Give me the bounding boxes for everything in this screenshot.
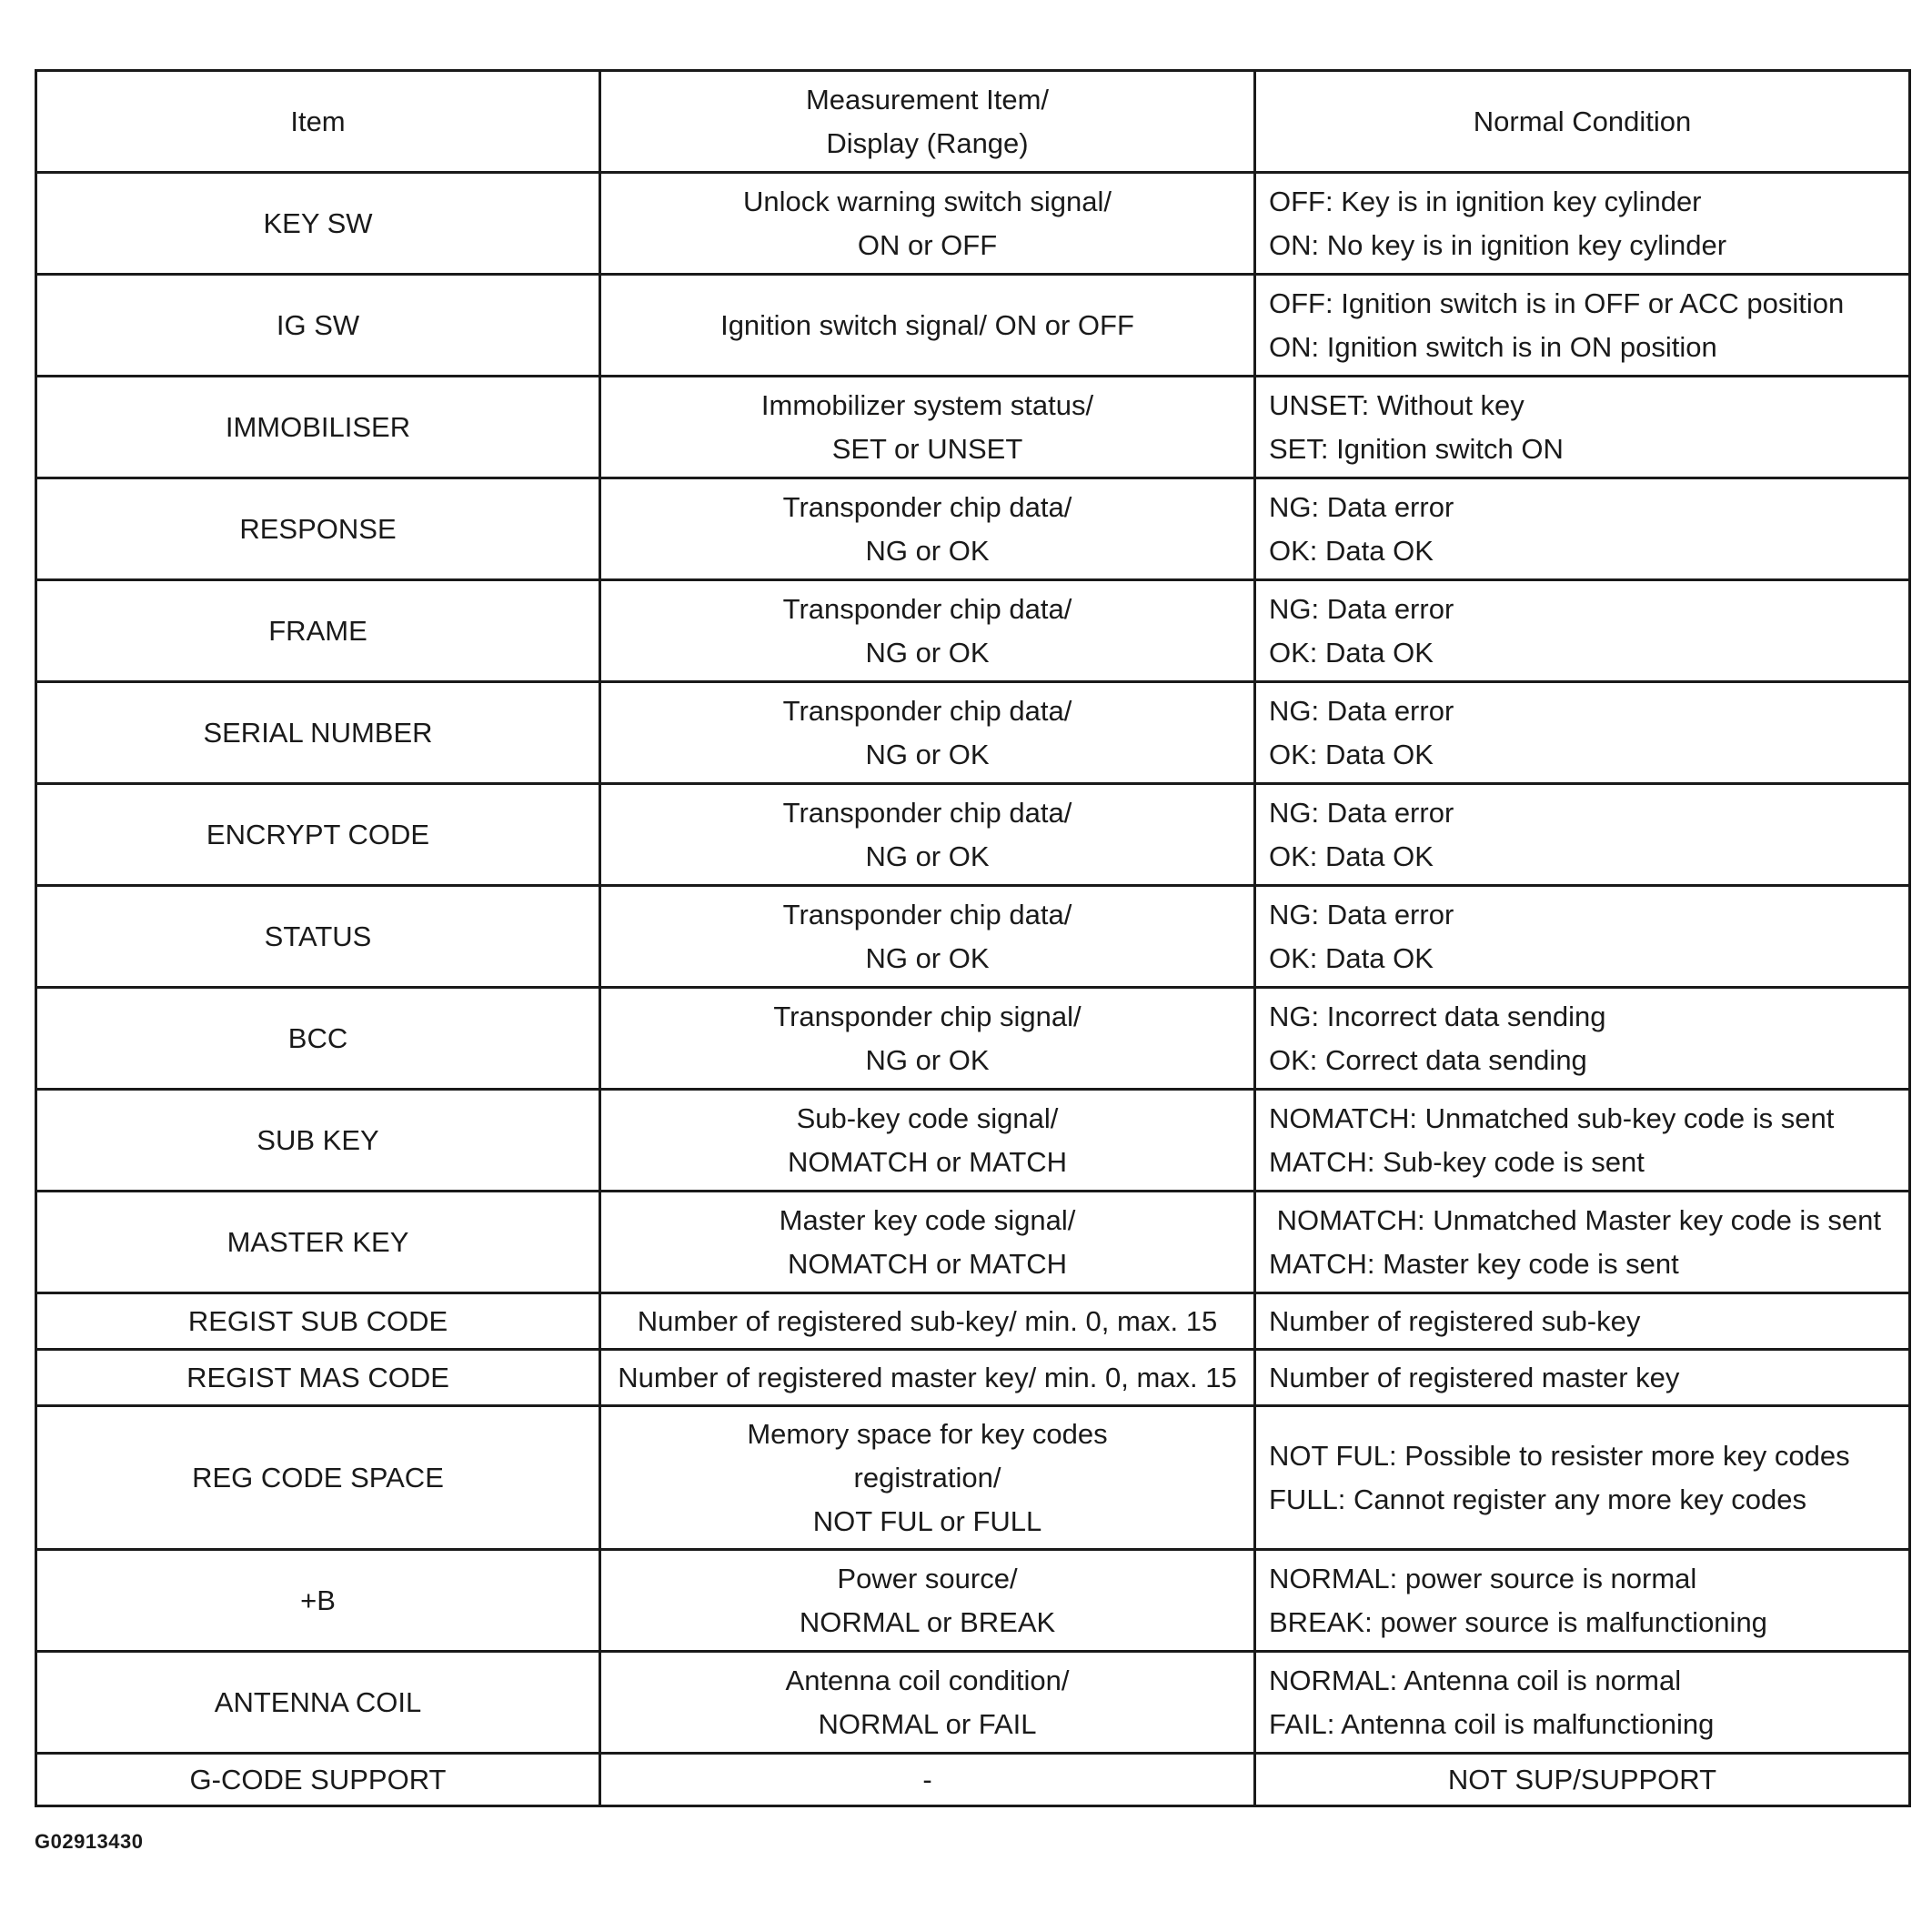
- normal-condition-line: MATCH: Master key code is sent: [1269, 1247, 1679, 1280]
- normal-condition-line: NOT FUL: Possible to resister more key codes: [1269, 1439, 1850, 1472]
- cell-measurement: [600, 580, 1255, 682]
- figure-code: G02913430: [35, 1830, 144, 1853]
- table-row: [36, 1406, 1910, 1550]
- measurement-line: Power source/: [837, 1562, 1018, 1594]
- table-row: [36, 1293, 1910, 1350]
- cell-measurement: [600, 1350, 1255, 1406]
- cell-measurement: [600, 1406, 1255, 1550]
- measurement-line: NG or OK: [865, 738, 990, 770]
- cell-normal-condition: [1255, 1350, 1910, 1406]
- measurement-line: NG or OK: [865, 1043, 990, 1076]
- measurement-line: Unlock warning switch signal/: [743, 185, 1112, 217]
- cell-item: REGIST MAS CODE: [36, 1350, 600, 1406]
- normal-condition-line: NOMATCH: Unmatched sub-key code is sent: [1269, 1101, 1835, 1134]
- measurement-line: Transponder chip data/: [782, 796, 1072, 829]
- cell-measurement: [600, 1652, 1255, 1754]
- cell-measurement: [600, 784, 1255, 886]
- table-row: [36, 173, 1910, 275]
- measurement-line: NG or OK: [865, 636, 990, 669]
- cell-item: ANTENNA COIL: [36, 1652, 600, 1754]
- cell-item: MASTER KEY: [36, 1192, 600, 1293]
- normal-condition-line: UNSET: Without key: [1269, 388, 1524, 421]
- cell-item: STATUS: [36, 886, 600, 988]
- measurement-line: registration/: [853, 1461, 1001, 1494]
- measurement-line: Ignition switch signal/ ON or OFF: [720, 308, 1134, 341]
- cell-item: IMMOBILISER: [36, 377, 600, 478]
- normal-condition-line: NG: Incorrect data sending: [1269, 1000, 1606, 1032]
- measurement-line: NOMATCH or MATCH: [787, 1145, 1068, 1178]
- cell-measurement: [600, 988, 1255, 1090]
- normal-condition-line: NG: Data error: [1269, 490, 1454, 523]
- header-normal-condition: Normal Condition: [1255, 71, 1910, 173]
- data-list-table: [35, 69, 1911, 1807]
- normal-condition-line: MATCH: Sub-key code is sent: [1269, 1145, 1645, 1178]
- cell-normal-condition: [1255, 784, 1910, 886]
- measurement-line: ON or OFF: [857, 228, 998, 261]
- measurement-line: Transponder chip data/: [782, 490, 1072, 523]
- header-row: [36, 71, 1910, 173]
- cell-normal-condition: [1255, 1192, 1910, 1293]
- cell-measurement: [600, 1293, 1255, 1350]
- measurement-line: Transponder chip data/: [782, 592, 1072, 625]
- header-measurement-line2: Display (Range): [826, 126, 1029, 159]
- normal-condition-line: Number of registered master key: [1269, 1361, 1680, 1393]
- normal-condition-line: OFF: Key is in ignition key cylinder: [1269, 185, 1702, 217]
- normal-condition-line: ON: Ignition switch is in ON position: [1269, 330, 1717, 363]
- table-row: [36, 580, 1910, 682]
- measurement-line: Immobilizer system status/: [760, 388, 1094, 421]
- measurement-line: Master key code signal/: [779, 1203, 1076, 1236]
- table-row: [36, 988, 1910, 1090]
- cell-measurement: [600, 1754, 1255, 1806]
- cell-item: FRAME: [36, 580, 600, 682]
- measurement-line: NOT FUL or FULL: [812, 1504, 1042, 1537]
- cell-item: +B: [36, 1550, 600, 1652]
- cell-item: SERIAL NUMBER: [36, 682, 600, 784]
- measurement-line: Number of registered sub-key/ min. 0, max. 15: [637, 1304, 1218, 1337]
- cell-item: IG SW: [36, 275, 600, 377]
- normal-condition-line: OK: Data OK: [1269, 840, 1434, 872]
- cell-item: REGIST SUB CODE: [36, 1293, 600, 1350]
- table-row: [36, 1090, 1910, 1192]
- cell-normal-condition: [1255, 682, 1910, 784]
- measurement-line: Transponder chip data/: [782, 898, 1072, 930]
- table-row: [36, 275, 1910, 377]
- table-row: [36, 1550, 1910, 1652]
- normal-condition-line: NG: Data error: [1269, 898, 1454, 930]
- table-row: [36, 478, 1910, 580]
- normal-condition-line: NG: Data error: [1269, 592, 1454, 625]
- normal-condition-line: OK: Data OK: [1269, 738, 1434, 770]
- cell-item: G-CODE SUPPORT: [36, 1754, 600, 1806]
- cell-measurement: [600, 682, 1255, 784]
- measurement-line: Sub-key code signal/: [796, 1101, 1059, 1134]
- cell-normal-condition: [1255, 377, 1910, 478]
- normal-condition-line: FULL: Cannot register any more key codes: [1269, 1483, 1806, 1515]
- measurement-line: Antenna coil condition/: [785, 1664, 1070, 1696]
- normal-condition-line: OFF: Ignition switch is in OFF or ACC position: [1269, 287, 1845, 319]
- cell-measurement: [600, 173, 1255, 275]
- table-row: [36, 1652, 1910, 1754]
- cell-item: ENCRYPT CODE: [36, 784, 600, 886]
- cell-measurement: [600, 377, 1255, 478]
- cell-measurement: [600, 275, 1255, 377]
- measurement-line: Memory space for key codes: [747, 1417, 1108, 1450]
- table-header: [36, 71, 1910, 173]
- table-row: [36, 1192, 1910, 1293]
- cell-normal-condition: [1255, 886, 1910, 988]
- normal-condition-line: NG: Data error: [1269, 796, 1454, 829]
- cell-normal-condition: [1255, 1550, 1910, 1652]
- header-measurement: [600, 71, 1255, 173]
- normal-condition-line: OK: Data OK: [1269, 941, 1434, 974]
- cell-measurement: [600, 1192, 1255, 1293]
- table-row: [36, 1350, 1910, 1406]
- cell-normal-condition: [1255, 1090, 1910, 1192]
- cell-measurement: [600, 1550, 1255, 1652]
- normal-condition-line: OK: Data OK: [1269, 534, 1434, 567]
- cell-measurement: [600, 1090, 1255, 1192]
- normal-condition-line: NOT SUP/SUPPORT: [1447, 1763, 1717, 1795]
- measurement-line: NG or OK: [865, 534, 990, 567]
- cell-item: RESPONSE: [36, 478, 600, 580]
- measurement-line: Transponder chip signal/: [773, 1000, 1082, 1032]
- cell-measurement: [600, 886, 1255, 988]
- normal-condition-line: BREAK: power source is malfunctioning: [1269, 1605, 1767, 1638]
- cell-normal-condition: [1255, 275, 1910, 377]
- normal-condition-line: OK: Correct data sending: [1269, 1043, 1587, 1076]
- table-body: [36, 173, 1910, 1806]
- cell-normal-condition: [1255, 1406, 1910, 1550]
- header-measurement-line1: Measurement Item/: [805, 83, 1050, 116]
- normal-condition-line: NORMAL: Antenna coil is normal: [1269, 1664, 1682, 1696]
- table-row: [36, 682, 1910, 784]
- measurement-line: NG or OK: [865, 941, 990, 974]
- header-item: Item: [36, 71, 600, 173]
- cell-normal-condition: [1255, 1652, 1910, 1754]
- normal-condition-line: SET: Ignition switch ON: [1269, 432, 1564, 465]
- cell-normal-condition: [1255, 1754, 1910, 1806]
- cell-normal-condition: [1255, 580, 1910, 682]
- measurement-line: Transponder chip data/: [782, 694, 1072, 727]
- cell-item: BCC: [36, 988, 600, 1090]
- measurement-line: Number of registered master key/ min. 0, max. 15: [618, 1361, 1237, 1393]
- normal-condition-line: NORMAL: power source is normal: [1269, 1562, 1697, 1594]
- table-row: [36, 377, 1910, 478]
- measurement-line: NORMAL or FAIL: [818, 1707, 1037, 1740]
- cell-item: KEY SW: [36, 173, 600, 275]
- cell-normal-condition: [1255, 478, 1910, 580]
- cell-item: SUB KEY: [36, 1090, 600, 1192]
- normal-condition-line: OK: Data OK: [1269, 636, 1434, 669]
- normal-condition-line: NG: Data error: [1269, 694, 1454, 727]
- normal-condition-line: ON: No key is in ignition key cylinder: [1269, 228, 1727, 261]
- table-row: [36, 1754, 1910, 1806]
- normal-condition-line: FAIL: Antenna coil is malfunctioning: [1269, 1707, 1715, 1740]
- measurement-line: SET or UNSET: [831, 432, 1023, 465]
- cell-item: REG CODE SPACE: [36, 1406, 600, 1550]
- measurement-line: NOMATCH or MATCH: [787, 1247, 1068, 1280]
- measurement-line: NG or OK: [865, 840, 990, 872]
- measurement-line: NORMAL or BREAK: [799, 1605, 1056, 1638]
- table-row: [36, 886, 1910, 988]
- cell-normal-condition: [1255, 173, 1910, 275]
- normal-condition-line: Number of registered sub-key: [1269, 1304, 1641, 1337]
- cell-normal-condition: [1255, 1293, 1910, 1350]
- measurement-line: -: [922, 1763, 932, 1795]
- table-row: [36, 784, 1910, 886]
- cell-normal-condition: [1255, 988, 1910, 1090]
- normal-condition-line: NOMATCH: Unmatched Master key code is sent: [1269, 1203, 1882, 1236]
- cell-measurement: [600, 478, 1255, 580]
